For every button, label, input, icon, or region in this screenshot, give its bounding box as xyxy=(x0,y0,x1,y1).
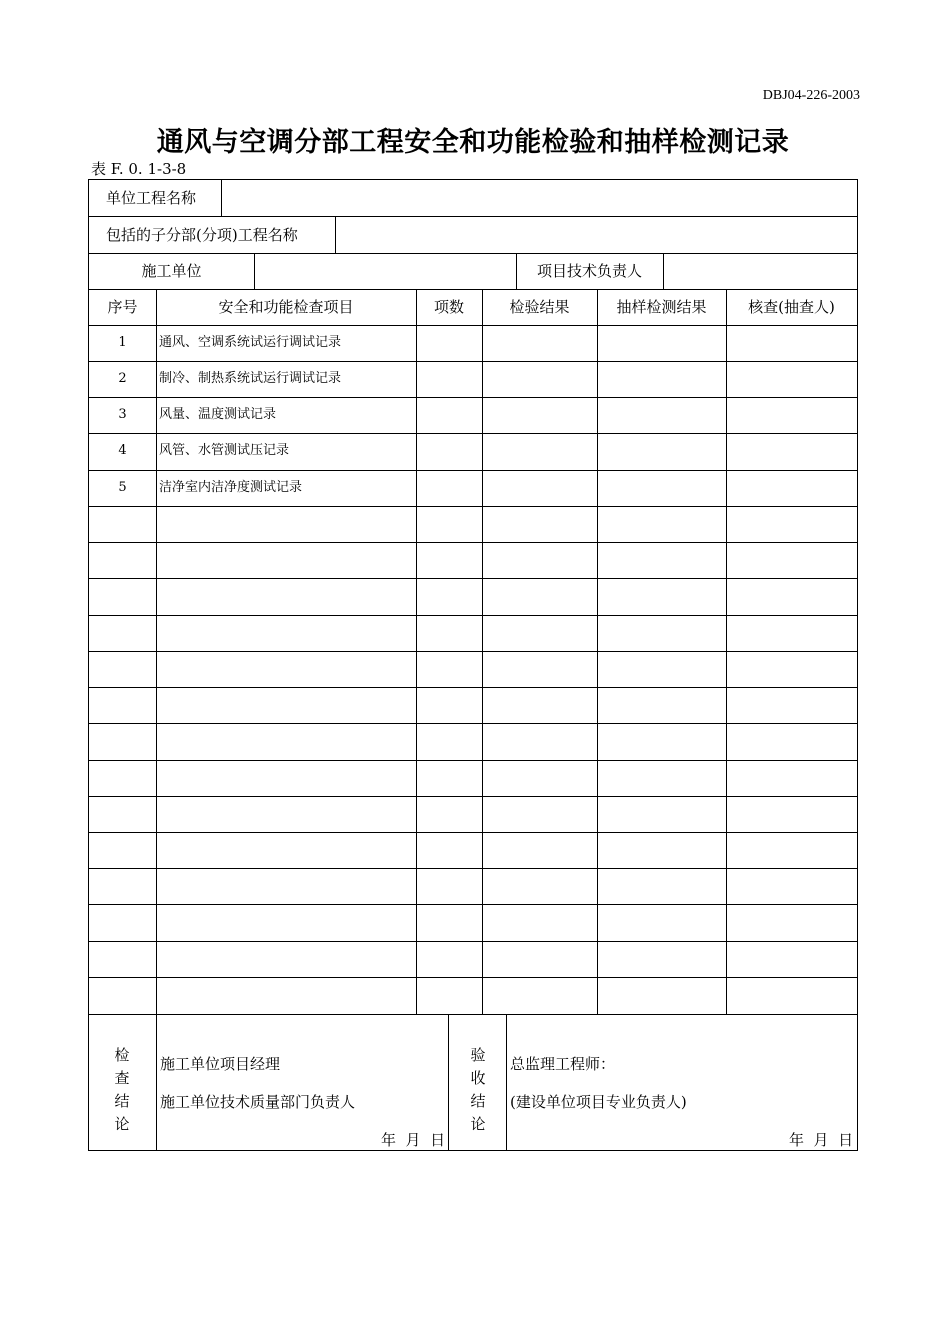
owner-rep-label: (建设单位项目专业负责人) xyxy=(510,1093,687,1111)
row-no: 3 xyxy=(118,407,127,422)
tech-lead-label: 项目技术负责人 xyxy=(536,262,642,280)
accept-date: 年 月 日 xyxy=(789,1131,854,1149)
project-manager-label: 施工单位项目经理 xyxy=(160,1055,281,1073)
page-title: 通风与空调分部工程安全和功能检验和抽样检测记录 xyxy=(156,127,790,158)
row-no: 5 xyxy=(118,480,127,495)
col-header-count: 项数 xyxy=(433,298,464,316)
acceptance-conclusion-label: 验 收 结 论 xyxy=(470,1046,486,1133)
col-header-sample-result: 抽样检测结果 xyxy=(616,298,707,316)
row-item: 通风、空调系统试运行调试记录 xyxy=(159,335,342,350)
row-item: 洁净室内洁净度测试记录 xyxy=(159,480,303,495)
row-item: 风量、温度测试记录 xyxy=(159,407,277,422)
check-conclusion-label: 检 查 结 论 xyxy=(114,1046,130,1133)
row-no: 2 xyxy=(118,371,127,386)
row-item: 风管、水管测试压记录 xyxy=(159,443,290,458)
check-date: 年 月 日 xyxy=(381,1131,446,1149)
col-header-item: 安全和功能检查项目 xyxy=(218,298,354,316)
record-form xyxy=(88,179,858,1151)
row-no: 1 xyxy=(118,335,127,350)
contractor-label: 施工单位 xyxy=(141,262,202,280)
table-number: 表 F. 0. 1-3-8 xyxy=(91,160,187,178)
standard-code: DBJ04-226-2003 xyxy=(762,88,860,103)
quality-lead-label: 施工单位技术质量部门负责人 xyxy=(160,1093,356,1111)
col-header-no: 序号 xyxy=(107,298,138,316)
chief-supervisor-label: 总监理工程师： xyxy=(510,1055,616,1073)
col-header-result: 检验结果 xyxy=(509,298,570,316)
row-item: 制冷、制热系统试运行调试记录 xyxy=(159,371,342,386)
row-no: 4 xyxy=(118,443,127,458)
col-header-checker: 核查(抽查人) xyxy=(748,298,835,316)
unit-project-label: 单位工程名称 xyxy=(106,189,197,207)
sub-project-label: 包括的子分部(分项)工程名称 xyxy=(106,226,298,244)
